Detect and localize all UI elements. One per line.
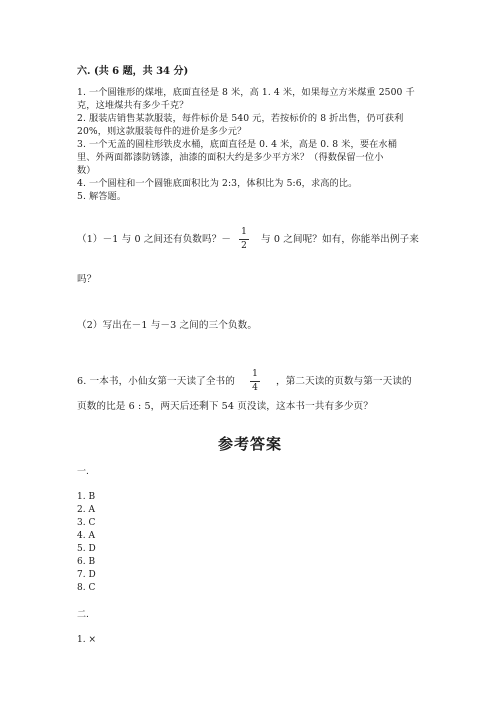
question-line: 5. 解答题。 [77,191,127,202]
question-6-cont: 页数的比是 6 : 5，两天后还剩下 54 页没读，这本书一共有多少页？ [77,401,373,412]
answer-item: 1. × [77,635,96,645]
fraction-numerator: 1 [252,369,258,379]
subquestion-2: （2）写出在－1 与－3 之间的三个负数。 [77,320,258,331]
answers-part1-heading: 一. [77,467,89,477]
answer-item: 4. A [77,531,95,541]
answer-item: 3. C [77,518,96,528]
answer-item: 6. B [77,557,96,567]
fraction-denominator: 4 [252,383,258,393]
question-line: 克，这堆煤共有多少千克？ [77,100,189,111]
question-line: 1. 一个圆锥形的煤堆，底面直径是 8 米，高 1. 4 米，如果每立方米煤重 2500 千 [77,87,415,98]
question-6-start: 6. 一本书，小仙女第一天读了全书的 [77,376,235,387]
fraction-one-half [237,227,251,252]
answers-part2-heading: 二. [77,610,89,620]
fraction-one-quarter [248,369,262,394]
subquestion-1-cont: 吗？ [77,274,97,285]
question-line: 里、外两面都漆防锈漆，油漆的面积大约是多少平方米？（得数保留一位小 [77,152,384,163]
fraction-numerator: 1 [241,227,247,237]
answer-item: 7. D [77,570,96,580]
answer-item: 1. B [77,492,96,502]
question-line: 20%，则这款服装每件的进价是多少元？ [77,126,247,137]
answers-title: 参考答案 [217,435,282,453]
question-line: 2. 服装店销售某款服装，每件标价是 540 元，若按标价的 8 折出售，仍可获利 [77,113,404,124]
answer-item: 2. A [77,505,95,515]
section-title: 六. (共 6 题，共 34 分) [77,66,189,77]
fraction-bar [239,239,249,240]
subquestion-1-start: （1）－1 与 0 之间还有负数吗？－ [77,234,232,245]
question-line: 3. 一个无盖的圆柱形铁皮水桶，底面直径是 0. 4 米，高是 0. 8 米，要在水桶 [77,139,397,150]
answer-item: 8. C [77,583,96,593]
subquestion-1-end: 与 0 之间呢？如有，你能举出例子来 [261,234,419,245]
fraction-bar [250,381,260,382]
question-line: 数） [77,165,96,176]
answer-item: 5. D [77,544,96,554]
question-6-end: ，第二天读的页数与第一天读的 [276,376,412,387]
question-line: 4. 一个圆柱和一个圆锥底面积比为 2:3，体积比为 5:6，求高的比。 [77,178,358,189]
fraction-denominator: 2 [241,241,247,251]
